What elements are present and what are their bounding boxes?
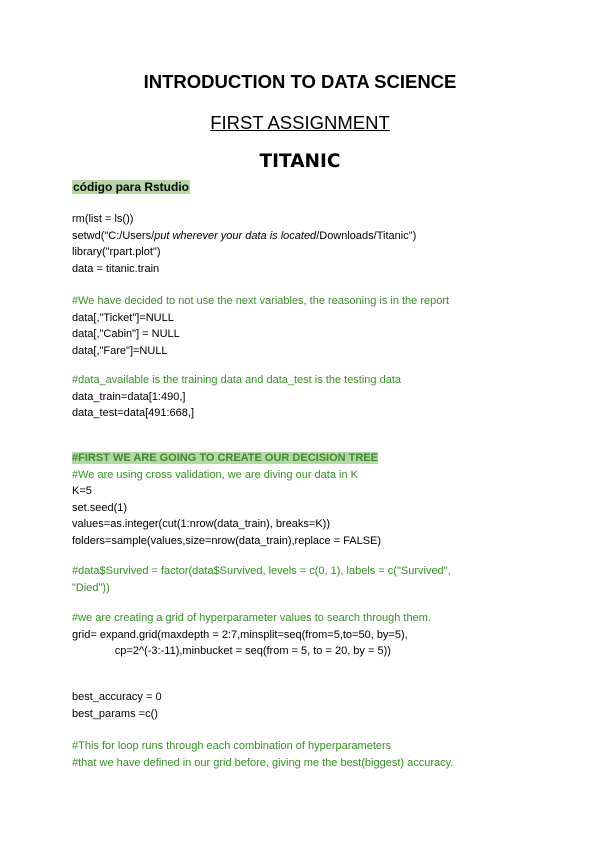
code-line: best_params =c() xyxy=(72,707,158,720)
code-block-factor xyxy=(72,563,542,596)
code-block-split xyxy=(72,372,542,422)
code-heading-highlight: #FIRST WE ARE GOING TO CREATE OUR DECISION TREE xyxy=(72,452,378,464)
assignment-title: FIRST ASSIGNMENT xyxy=(210,112,390,133)
code-comment: #that we have defined in our grid before, giving me the best(biggest) accuracy. xyxy=(72,756,454,769)
code-line: data = titanic.train xyxy=(72,262,160,275)
code-line: set.seed(1) xyxy=(72,501,128,514)
section-subtitle: código para Rstudio xyxy=(73,180,190,194)
code-block-cross-validation xyxy=(72,450,542,549)
code-comment: #We are using cross validation, we are diving our data in K xyxy=(72,468,358,481)
code-line: data[,"Cabin"] = NULL xyxy=(72,328,180,340)
code-block-setup xyxy=(72,211,542,277)
code-line-setwd xyxy=(72,228,542,245)
code-block-grid xyxy=(72,610,542,660)
code-line: folders=sample(values,size=nrow(data_train),replace = FALSE) xyxy=(72,534,382,547)
code-line: K=5 xyxy=(72,485,92,497)
code-comment: #we are creating a grid of hyperparameter values to search through them. xyxy=(72,612,431,624)
code-line: cp=2^(-3:-11),minbucket = seq(from = 5, to = 20, by = 5)) xyxy=(72,645,391,657)
code-heading-line xyxy=(72,450,542,467)
code-comment: #We have decided to not use the next variables, the reasoning is in the report xyxy=(72,295,450,307)
code-line: data_train=data[1:490,] xyxy=(72,390,186,403)
document-title: INTRODUCTION TO DATA SCIENCE xyxy=(143,71,457,92)
code-line: values=as.integer(cut(1:nrow(data_train), breaks=K)) xyxy=(72,518,331,530)
code-fragment: /Downloads/Titanic") xyxy=(316,229,417,242)
code-block-loop-comment xyxy=(72,738,542,771)
code-comment: "Died")) xyxy=(72,581,110,594)
code-comment: #This for loop runs through each combination of hyperparameters xyxy=(72,740,392,752)
code-line: data[,"Ticket"]=NULL xyxy=(72,311,174,324)
code-line: best_accuracy = 0 xyxy=(72,691,162,703)
code-block-drop-vars xyxy=(72,293,542,359)
code-block-init xyxy=(72,689,542,722)
code-line: rm(list = ls()) xyxy=(72,213,134,225)
code-comment: #data$Survived = factor(data$Survived, levels = c(0, 1), labels = c("Survived", xyxy=(72,565,451,577)
code-line: data[,"Fare"]=NULL xyxy=(72,344,168,357)
code-line: data_test=data[491:668,] xyxy=(72,407,195,419)
code-fragment: setwd("C:/Users/ xyxy=(72,229,155,242)
code-placeholder: put wherever your data is located xyxy=(154,229,317,242)
code-line: grid= expand.grid(maxdepth = 2:7,minsplit=seq(from=5,to=50, by=5), xyxy=(72,628,408,641)
code-comment: #data_available is the training data and data_test is the testing data xyxy=(72,374,402,386)
topic-title: TITANIC xyxy=(259,151,341,172)
code-line: library("rpart.plot") xyxy=(72,246,161,258)
